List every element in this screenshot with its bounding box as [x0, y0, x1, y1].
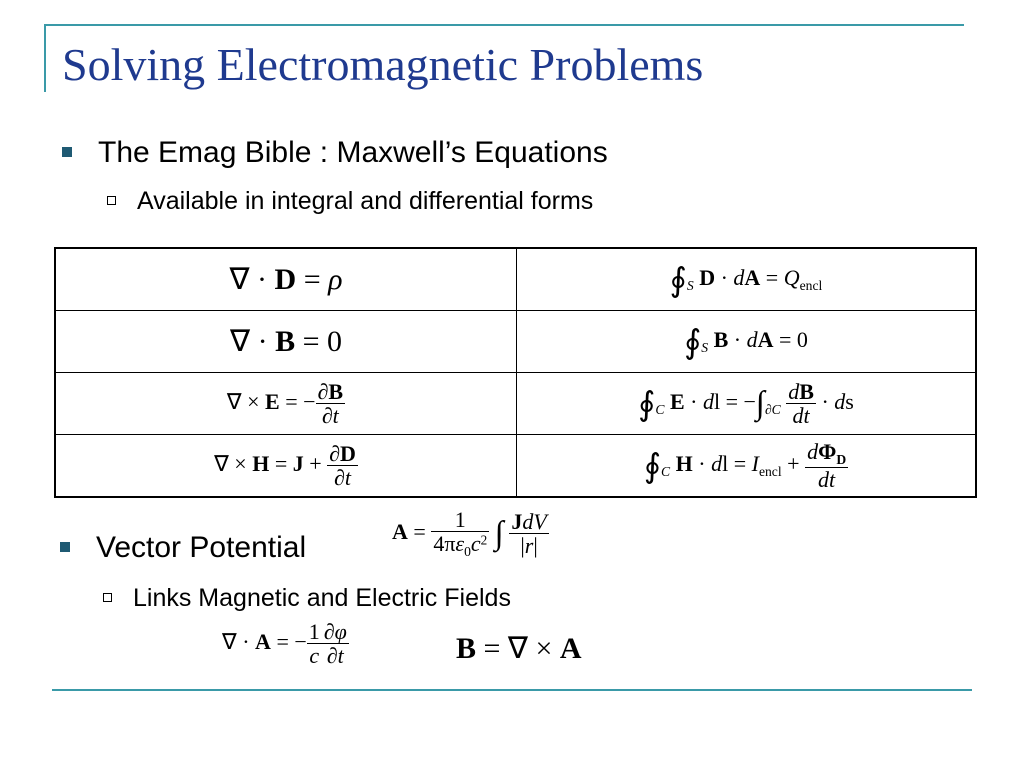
- bottom-rule: [52, 689, 972, 691]
- vector-potential-equation: A = $\frac{1}{4\pi\varepsilon_0c^2}$ ∫ $\frac{\text{JdV}}{|r|}$: [392, 507, 547, 559]
- maxwell-equations-table: [54, 247, 977, 498]
- table-row: [55, 373, 976, 435]
- bullet-maxwell: [98, 136, 608, 170]
- eq-gauss-integral: $∮_S$ D · dA = $Q_{encl}$: [517, 248, 977, 311]
- table-row: [55, 435, 976, 498]
- eq-gauss-differential: ∇ · D = ρ: [55, 248, 517, 311]
- eq-gauss-magnetism-integral: $∮_S$ B · dA = 0: [517, 311, 977, 373]
- bullet-maxwell-text: The Emag Bible : Maxwell’s Equations: [98, 136, 608, 169]
- table-row: [55, 311, 976, 373]
- top-rule: [44, 24, 964, 26]
- eq-ampere-differential: ∇ × H = J + $\frac{\partial D}{\partial t}$: [55, 435, 517, 498]
- eq-gauss-magnetism-differential: ∇ · B = 0: [55, 311, 517, 373]
- hollow-square-bullet-icon: [103, 593, 112, 602]
- square-bullet-icon: [62, 147, 72, 157]
- square-bullet-icon: [60, 542, 70, 552]
- hollow-square-bullet-icon: [107, 196, 116, 205]
- subbullet-links-text: Links Magnetic and Electric Fields: [133, 584, 511, 612]
- eq-faraday-differential: ∇ × E = − $\frac{\partial B}{\partial t}$: [55, 373, 517, 435]
- table-row: [55, 248, 976, 311]
- subbullet-forms: [137, 187, 593, 216]
- bullet-vector-potential-text: Vector Potential: [96, 531, 307, 564]
- subbullet-forms-text: Available in integral and differential forms: [137, 187, 594, 215]
- eq-faraday-integral: $∮_C$ E · dl = $-\int_{\partial C}$ $\frac{dB}{dt}$ · ds: [517, 373, 977, 435]
- left-rule: [44, 24, 46, 92]
- slide-title: Solving Electromagnetic Problems: [62, 39, 704, 90]
- curl-equation: B = ∇ × A: [456, 632, 582, 665]
- gauge-equation: ∇ · A = − $\frac{1}{c}$ $\frac{\partial\varphi}{\partial t}$: [222, 619, 347, 669]
- subbullet-links: [133, 584, 511, 613]
- bullet-vector-potential: [96, 531, 306, 565]
- eq-ampere-integral: $∮_C$ H · dl = $I_{encl}$ + $\frac{d\Phi_D}{dt}$: [517, 435, 977, 498]
